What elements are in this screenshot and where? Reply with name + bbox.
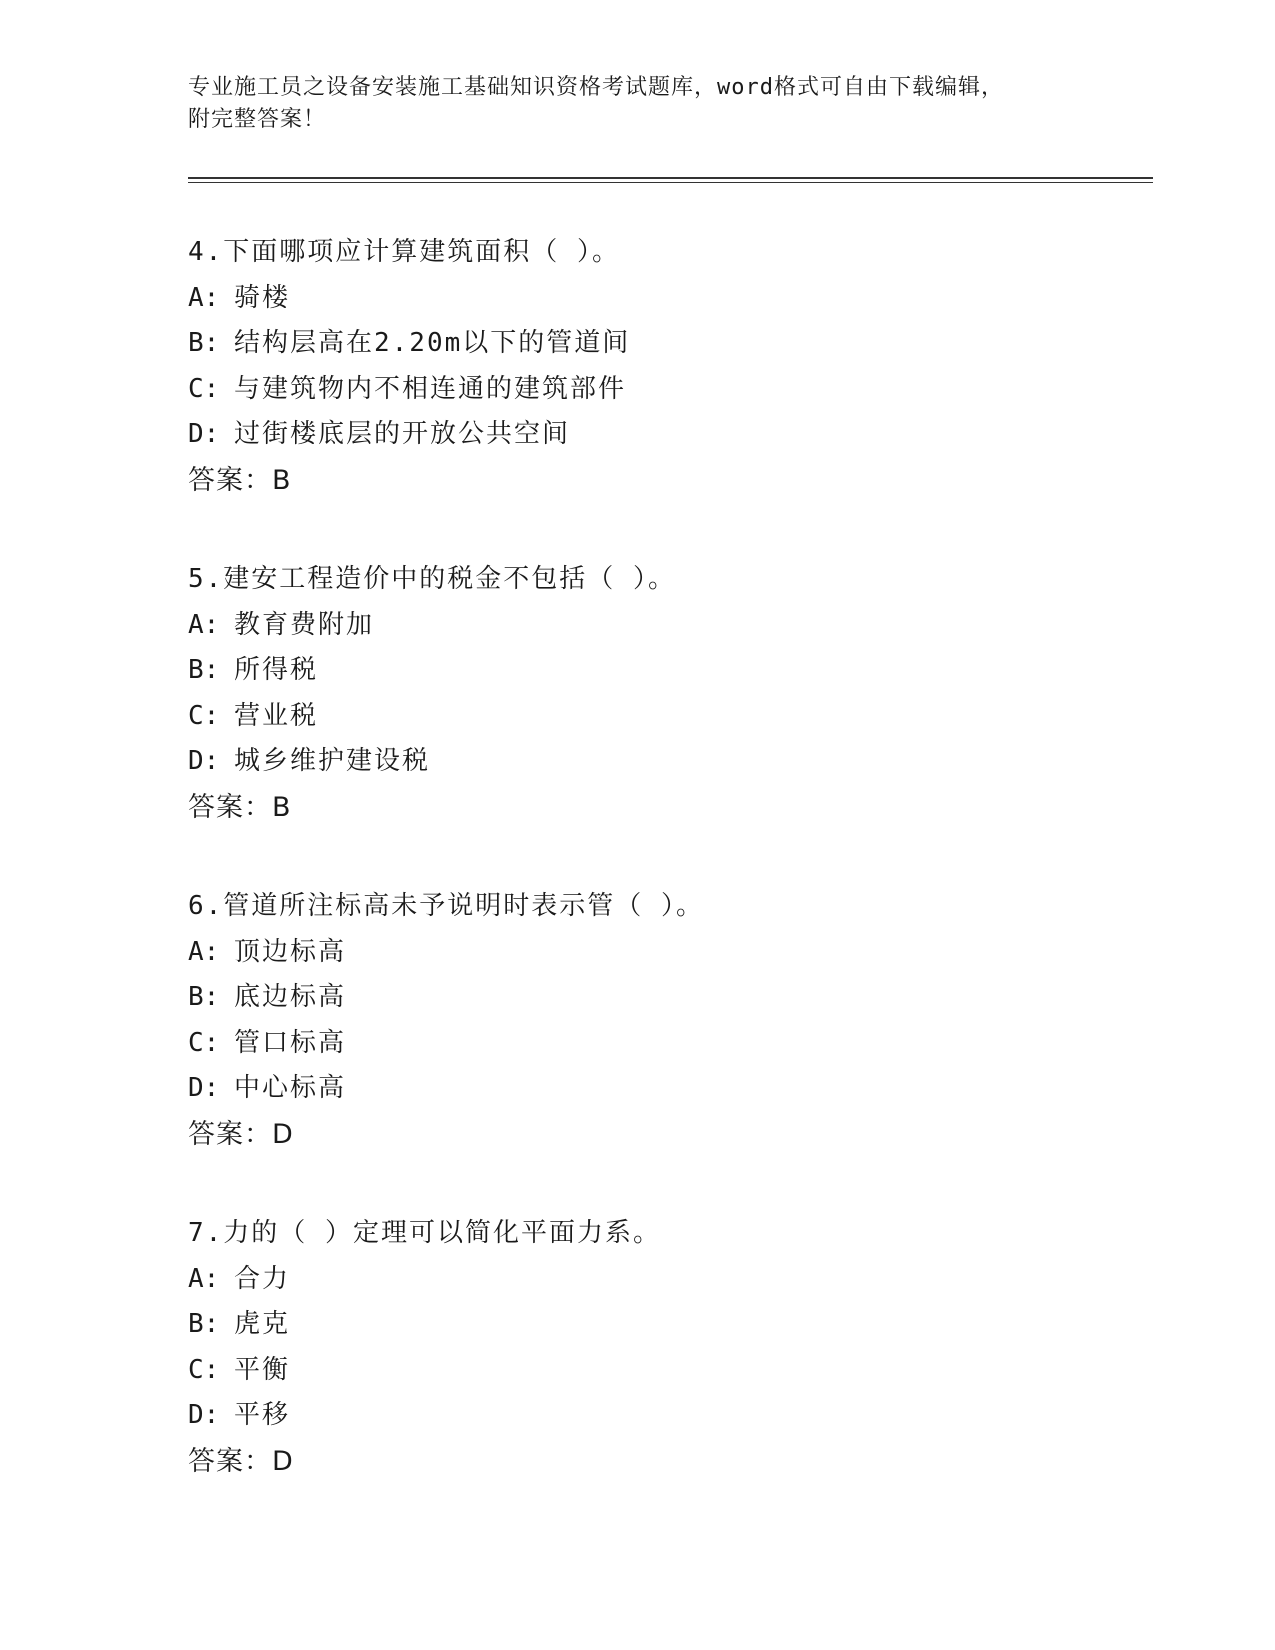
question-7 [188,1211,1148,1484]
option-text: 结构层高在2.20m以下的管道间 [234,328,631,358]
option-c [188,367,1148,413]
question-stem: 5.建安工程造价中的税金不包括（ ）。 [188,564,676,594]
question-stem: 4.下面哪项应计算建筑面积（ ）。 [188,237,620,267]
option-key: C: [188,1027,220,1058]
answer-line: 答案：D [188,1118,294,1150]
question-4 [188,230,1148,503]
document-header [188,72,1088,136]
option-key: D: [188,746,220,776]
option-b [188,648,1148,694]
option-a [188,603,1148,649]
answer-line: 答案：D [188,1445,294,1477]
option-text: 平移 [234,1400,291,1430]
option-text: 教育费附加 [234,609,375,640]
option-key: A: [188,609,220,640]
option-a [188,930,1148,976]
option-text: 管口标高 [234,1027,347,1058]
option-text: 过街楼底层的开放公共空间 [234,419,571,449]
option-d [188,412,1148,458]
option-key: A: [188,282,220,313]
answer-line: 答案：B [188,791,292,823]
answer-line: 答案：B [188,464,292,496]
option-d [188,1066,1148,1112]
option-a [188,276,1148,322]
question-6 [188,884,1148,1157]
option-d [188,739,1148,785]
option-key: B: [188,655,220,685]
option-b [188,321,1148,367]
header-line-1: 专业施工员之设备安装施工基础知识资格考试题库，word格式可自由下载编辑， [188,75,1004,100]
option-text: 顶边标高 [234,936,347,967]
option-key: C: [188,373,220,404]
header-divider-top [188,177,1153,179]
option-c [188,694,1148,740]
option-key: C: [188,700,220,731]
header-line-2: 附完整答案！ [188,107,327,132]
option-text: 城乡维护建设税 [234,746,431,776]
option-text: 底边标高 [234,982,347,1012]
option-key: D: [188,419,220,449]
option-text: 平衡 [234,1354,291,1385]
question-5 [188,557,1148,830]
option-text: 中心标高 [234,1073,347,1103]
option-key: A: [188,1263,220,1294]
option-b [188,975,1148,1021]
option-key: B: [188,328,220,358]
option-key: D: [188,1400,220,1430]
header-divider-bottom [188,182,1153,183]
option-d [188,1393,1148,1439]
question-stem: 6.管道所注标高未予说明时表示管（ ）。 [188,891,704,921]
option-c [188,1021,1148,1067]
option-b [188,1302,1148,1348]
option-key: C: [188,1354,220,1385]
option-text: 合力 [234,1263,291,1294]
option-text: 虎克 [234,1309,291,1339]
question-list [188,230,1148,1538]
question-stem: 7.力的（ ）定理可以简化平面力系。 [188,1218,661,1248]
option-text: 与建筑物内不相连通的建筑部件 [234,373,627,404]
option-text: 营业税 [234,700,319,731]
option-key: B: [188,1309,220,1339]
option-a [188,1257,1148,1303]
option-key: D: [188,1073,220,1103]
option-text: 骑楼 [234,282,291,313]
option-c [188,1348,1148,1394]
option-key: A: [188,936,220,967]
option-text: 所得税 [234,655,319,685]
option-key: B: [188,982,220,1012]
